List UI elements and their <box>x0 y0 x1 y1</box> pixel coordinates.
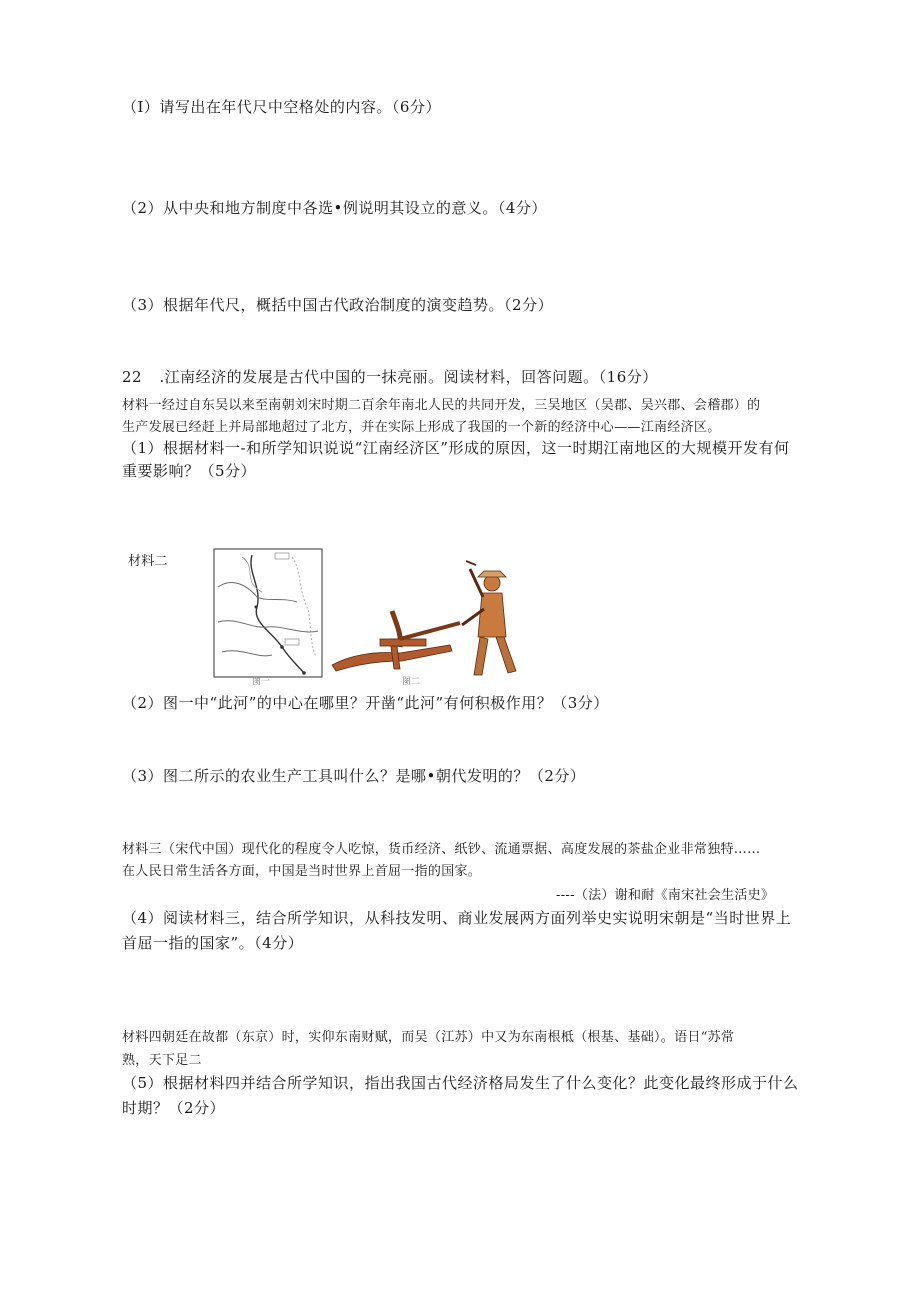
question-3: （3）根据年代尺，概括中国古代政治制度的演变趋势。（2分） <box>122 296 554 314</box>
question-22-header <box>122 366 658 387</box>
material-4-line-1: 材料四朝廷在故都（东京）时，实仰东南财赋，而吴（江苏）中又为东南根柢（根基、基础）。语日“苏常 <box>122 1030 735 1045</box>
sub-question-5-line-1: （5）根据材料四并结合所学知识，指出我国古代经济格局发生了什么变化？此变化最终形成于什么 <box>122 1074 799 1092</box>
material-1-line-2: 生产发展已经赶上并局部地超过了北方，并在实际上形成了我国的一个新的经济中心——江南经济区。 <box>122 420 721 435</box>
question-2: （2）从中央和地方制度中各选•例说明其设立的意义。（4分） <box>122 199 547 217</box>
material-3-line-1: 材料三（宋代中国）现代化的程度令人吃惊，货币经济、纸钞、流通票据、高度发展的茶盐企业非常独特…… <box>122 842 761 857</box>
sub-question-4-line-1: （4）阅读材料三，结合所学知识，从科技发明、商业发展两方面列举史实说明宋朝是“当时世界上 <box>122 909 792 927</box>
sub-question-3: （3）图二所示的农业生产工具叫什么？是哪•朝代发明的？（2分） <box>122 767 586 785</box>
material-3-source: ----（法）谢和耐《南宋社会生活史》 <box>556 888 775 903</box>
sub-question-4-line-2: 首屈一指的国家”。（4分） <box>122 934 304 952</box>
figure-1-caption: 图一 <box>252 677 271 687</box>
question-1: （I）请写出在年代尺中空格处的内容。（6分） <box>122 98 441 116</box>
question-22-number: 22 <box>122 368 143 386</box>
sub-question-1-line-1: （1）根据材料一-和所学知识说说“江南经济区”形成的原因，这一时期江南地区的大规模开发有何 <box>122 439 790 457</box>
sub-question-5-line-2: 时期？（2分） <box>122 1099 226 1117</box>
material-2-figures <box>212 547 524 685</box>
question-22-stem: .江南经济的发展是古代中国的一抹亮丽。阅读材料，回答问题。（16分） <box>159 368 658 386</box>
figure-2-caption: 图二 <box>402 677 421 687</box>
material-4-line-2: 熟，天下足二 <box>122 1053 202 1068</box>
material-1-line-1: 材料一经过自东吴以来至南朝刘宋时期二百余年南北人民的共同开发，三吴地区（吴郡、吴兴郡、会稽郡）的 <box>122 398 761 413</box>
material-2-label: 材料二 <box>128 554 168 569</box>
material-3-line-2: 在人民日常生活各方面，中国是当时世界上首屈一指的国家。 <box>122 864 482 879</box>
sub-question-1-line-2: 重要影响？（5分） <box>122 462 257 480</box>
figure-2-plow <box>330 547 524 685</box>
sub-question-2: （2）图一中“此河”的中心在哪里？开凿“此河”有何积极作用？（3分） <box>122 694 609 712</box>
